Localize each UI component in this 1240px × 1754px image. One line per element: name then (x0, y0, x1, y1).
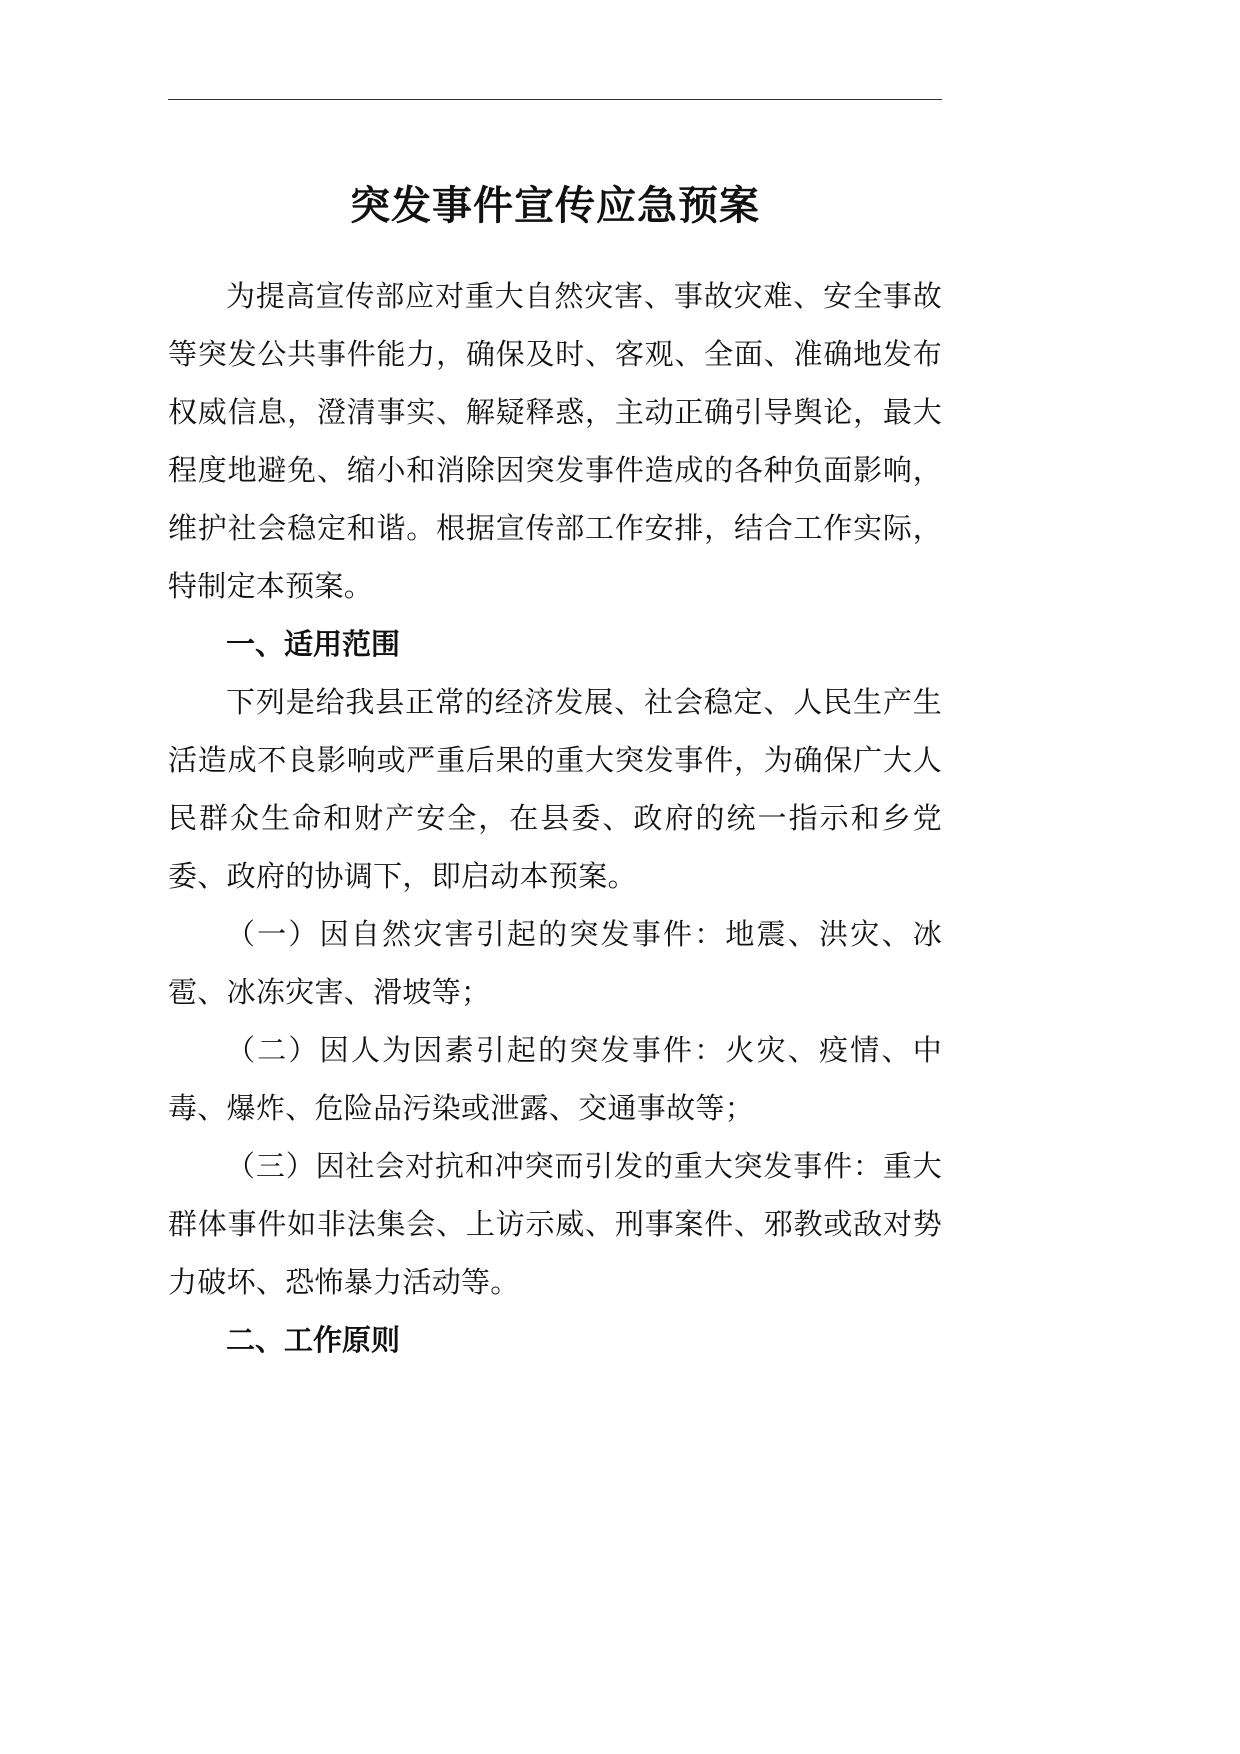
scope-item-human-factors: （二）因人为因素引起的突发事件：火灾、疫情、中毒、爆炸、危险品污染或泄露、交通事故等； (168, 1033, 942, 1125)
header-rule (168, 99, 942, 100)
section-heading-scope: 一、适用范围 (226, 627, 401, 661)
document-body (168, 267, 942, 1369)
scope-item-social-conflicts: （三）因社会对抗和冲突而引发的重大突发事件：重大群体事件如非法集会、上访示威、刑事案件、邪教或敌对势力破坏、恐怖暴力活动等。 (168, 1149, 942, 1299)
intro-paragraph: 为提高宣传部应对重大自然灾害、事故灾难、安全事故等突发公共事件能力，确保及时、客观、全面、准确地发布权威信息，澄清事实、解疑释惑，主动正确引导舆论，最大程度地避免、缩小和消除因突发事件造成的各种负面影响，维护社会稳定和谐。根据宣传部工作安排，结合工作实际，特制定本预案。 (168, 279, 942, 603)
document-title: 突发事件宣传应急预案 (350, 183, 760, 229)
section-heading-principles: 二、工作原则 (226, 1323, 401, 1357)
scope-paragraph: 下列是给我县正常的经济发展、社会稳定、人民生产生活造成不良影响或严重后果的重大突发事件，为确保广大人民群众生命和财产安全，在县委、政府的统一指示和乡党委、政府的协调下，即启动本预案。 (168, 685, 942, 893)
scope-item-natural-disasters: （一）因自然灾害引起的突发事件：地震、洪灾、冰雹、冰冻灾害、滑坡等； (168, 917, 942, 1009)
